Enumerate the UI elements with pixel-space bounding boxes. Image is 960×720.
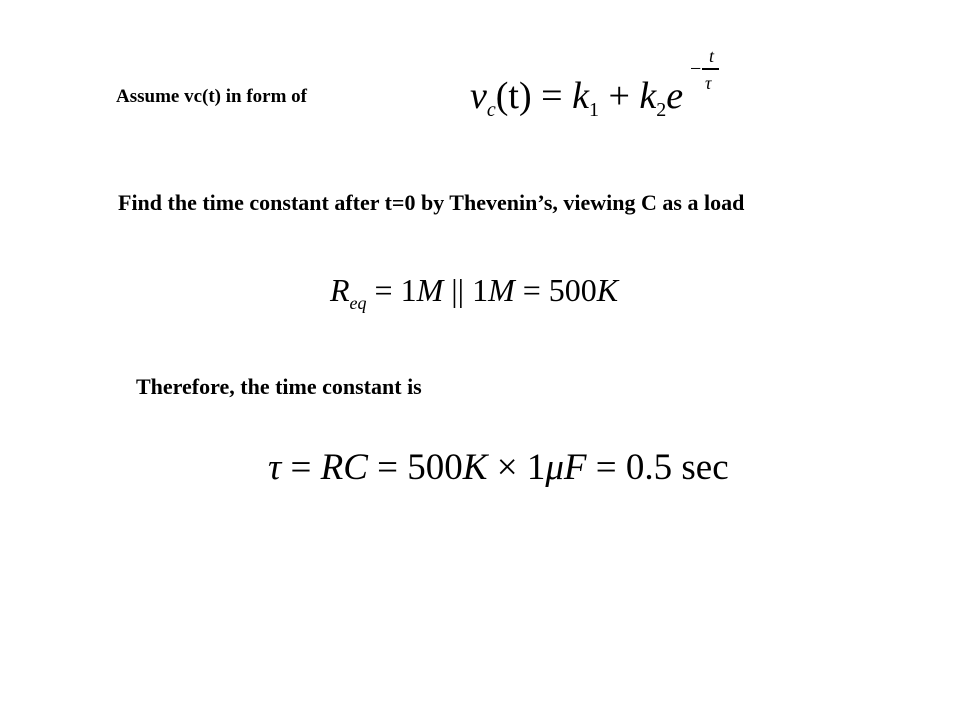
eq2-sub-eq: eq [349,293,367,313]
eq1-v: v [470,75,487,117]
eq1-exp-den: τ [705,73,712,93]
eq1-exp-minus: − [690,58,702,80]
eq3-eq-c: = 0.5 sec [586,447,729,488]
eq2-m1: M [416,272,444,308]
eq2-m2: M [488,272,515,308]
eq1-sub-c: c [486,99,496,121]
eq3-rc: RC [320,447,368,488]
eq2-rhs-b: = 500 [514,272,597,308]
therefore-text: Therefore, the time constant is [136,374,422,399]
eq2-k: K [596,272,619,308]
assume-text: Assume vc(t) in form of [116,86,308,107]
eq1-arg: (t) = [495,75,573,117]
tau-equation [268,446,729,489]
eq3-mu-f: μF [545,447,587,488]
eq3-k: K [462,447,488,488]
thevenin-text: Find the time constant after t=0 by Thevenin’s, viewing C as a load [118,190,745,215]
eq1-k2: k [639,75,657,117]
eq1-k1: k [572,75,589,117]
eq1-fraction-bar [702,68,719,70]
vc-equation [470,74,683,122]
eq1-e: e [666,75,684,117]
eq1-sub-1: 1 [588,99,599,121]
eq1-sub-2: 2 [656,99,667,121]
eq2-rhs-a: = 1 [366,272,417,308]
eq2-r: R [330,272,350,308]
eq1-exp-num: t [709,46,715,66]
eq3-tau: τ [268,447,282,488]
eq1-plus: + [598,75,640,117]
eq3-eq-a: = [281,447,321,488]
eq3-times: × 1 [487,447,546,488]
eq3-eq-b: = 500 [367,447,463,488]
req-equation [330,272,618,314]
eq2-parallel: || 1 [443,272,489,308]
